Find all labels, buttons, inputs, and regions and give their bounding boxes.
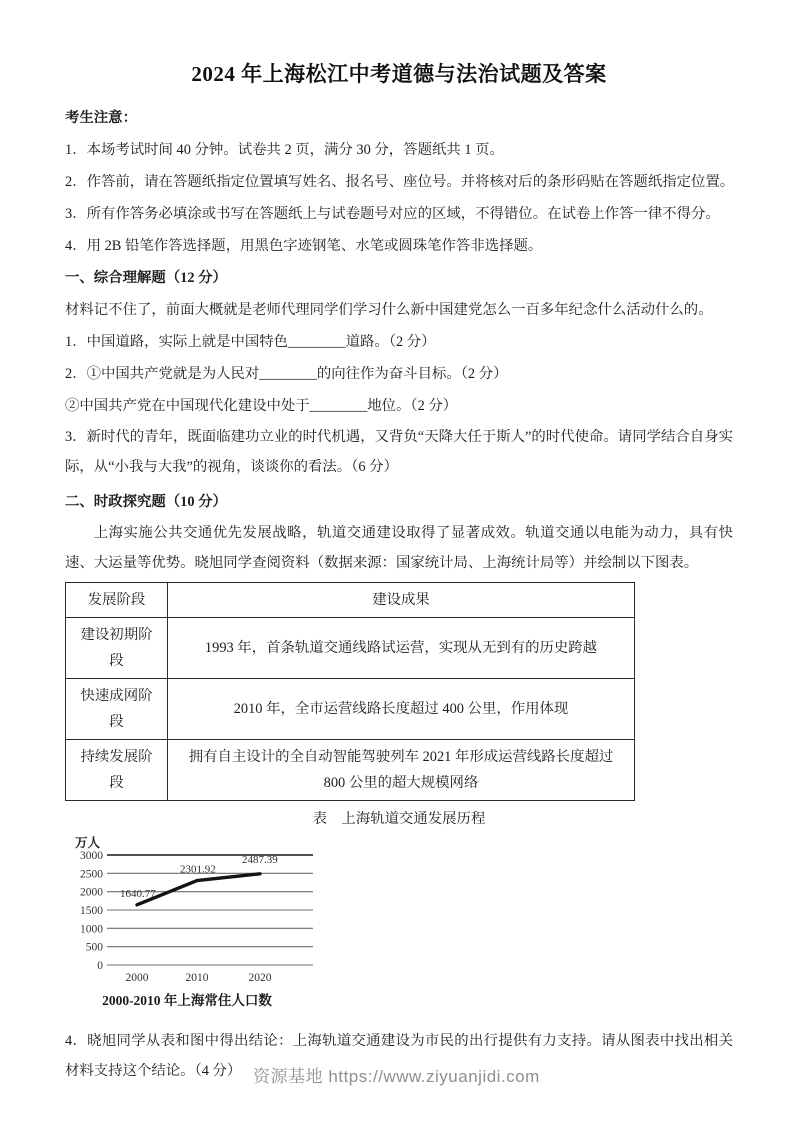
watermark-footer: 资源基地 https://www.ziyuanjidi.com — [253, 1067, 540, 1086]
svg-text:2000: 2000 — [80, 886, 103, 899]
table-row — [66, 618, 635, 679]
page-title: 2024 年上海松江中考道德与法治试题及答案 — [191, 62, 607, 86]
table-cell-result: 拥有自主设计的全自动智能驾驶列车 2021 年形成运营线路长度超过 800 公里的超大规模网络 — [168, 740, 635, 801]
table-cell-result: 1993 年，首条轨道交通线路试运营，实现从无到有的历史跨越 — [168, 618, 635, 679]
svg-text:1500: 1500 — [80, 905, 103, 917]
table-row — [66, 740, 635, 801]
svg-text:2500: 2500 — [80, 868, 103, 881]
notice-item-3: 3．所有作答务必填涂或书写在答题纸上与试卷题号对应的区域，不得错位。在试卷上作答一律不得分。 — [65, 206, 720, 222]
section1-heading: 一、综合理解题（12 分） — [65, 270, 227, 286]
table-cell-stage: 持续发展阶段 — [66, 740, 168, 801]
question-4: 4．晓旭同学从表和图中得出结论：上海轨道交通建设为市民的出行提供有力支持。请从图表中找出相关材料支持这个结论。（4 分） — [65, 1033, 733, 1079]
svg-text:1640.77: 1640.77 — [120, 887, 156, 900]
table-cell-result: 2010 年，全市运营线路长度超过 400 公里，作用体现 — [168, 679, 635, 740]
svg-text:0: 0 — [97, 960, 103, 972]
question-2a: 2．①中国共产党就是为人民对________的向往作为奋斗目标。（2 分） — [65, 366, 508, 382]
svg-text:1000: 1000 — [80, 923, 103, 936]
svg-text:2301.92: 2301.92 — [180, 863, 216, 876]
notice-item-4: 4．用 2B 铅笔作答选择题，用黑色字迹钢笔、水笔或圆珠笔作答非选择题。 — [65, 238, 543, 254]
svg-text:2487.39: 2487.39 — [242, 853, 278, 866]
table-cell-stage: 建设初期阶段 — [66, 618, 168, 679]
section2-intro: 上海实施公共交通优先发展战略，轨道交通建设取得了显著成效。轨道交通以电能为动力，具有快速、大运量等优势。晓旭同学查阅资料（数据来源：国家统计局、上海统计局等）并绘制以下图表。 — [65, 525, 733, 571]
svg-text:万人: 万人 — [75, 836, 101, 850]
question-2b: ②中国共产党在中国现代化建设中处于________地位。（2 分） — [65, 398, 458, 414]
table-row — [66, 679, 635, 740]
population-line-chart — [65, 833, 327, 1018]
section1-intro: 材料记不住了，前面大概就是老师代理同学们学习什么新中国建党怎么一百多年纪念什么活动什么的。 — [65, 302, 713, 318]
table-header-stage: 发展阶段 — [66, 583, 168, 618]
table-cell-stage: 快速成网阶段 — [66, 679, 168, 740]
rail-development-table — [65, 582, 635, 801]
question-1: 1．中国道路，实际上就是中国特色________道路。（2 分） — [65, 334, 436, 350]
section2-heading: 二、时政探究题（10 分） — [65, 494, 227, 510]
notice-heading: 考生注意： — [65, 110, 137, 126]
svg-text:2000-2010 年上海常住人口数: 2000-2010 年上海常住人口数 — [102, 993, 272, 1008]
notice-item-1: 1．本场考试时间 40 分钟。试卷共 2 页，满分 30 分，答题纸共 1 页。 — [65, 142, 504, 158]
svg-text:2010: 2010 — [185, 972, 209, 984]
table-header-result: 建设成果 — [168, 583, 635, 618]
question-3: 3．新时代的青年，既面临建功立业的时代机遇，又背负“天降大任于斯人”的时代使命。请同学结合自身实际，从“小我与大我”的视角，谈谈你的看法。（6 分） — [65, 429, 733, 475]
svg-text:2020: 2020 — [248, 972, 272, 984]
notice-item-2: 2．作答前，请在答题纸指定位置填写姓名、报名号、座位号。并将核对后的条形码贴在答题纸指定位置。 — [65, 174, 735, 190]
population-chart-svg — [65, 833, 327, 1018]
svg-text:2000: 2000 — [125, 972, 149, 984]
svg-text:500: 500 — [85, 941, 103, 954]
table-caption: 表 上海轨道交通发展历程 — [312, 811, 486, 827]
table-header-row — [66, 583, 635, 618]
svg-text:3000: 3000 — [80, 850, 103, 862]
